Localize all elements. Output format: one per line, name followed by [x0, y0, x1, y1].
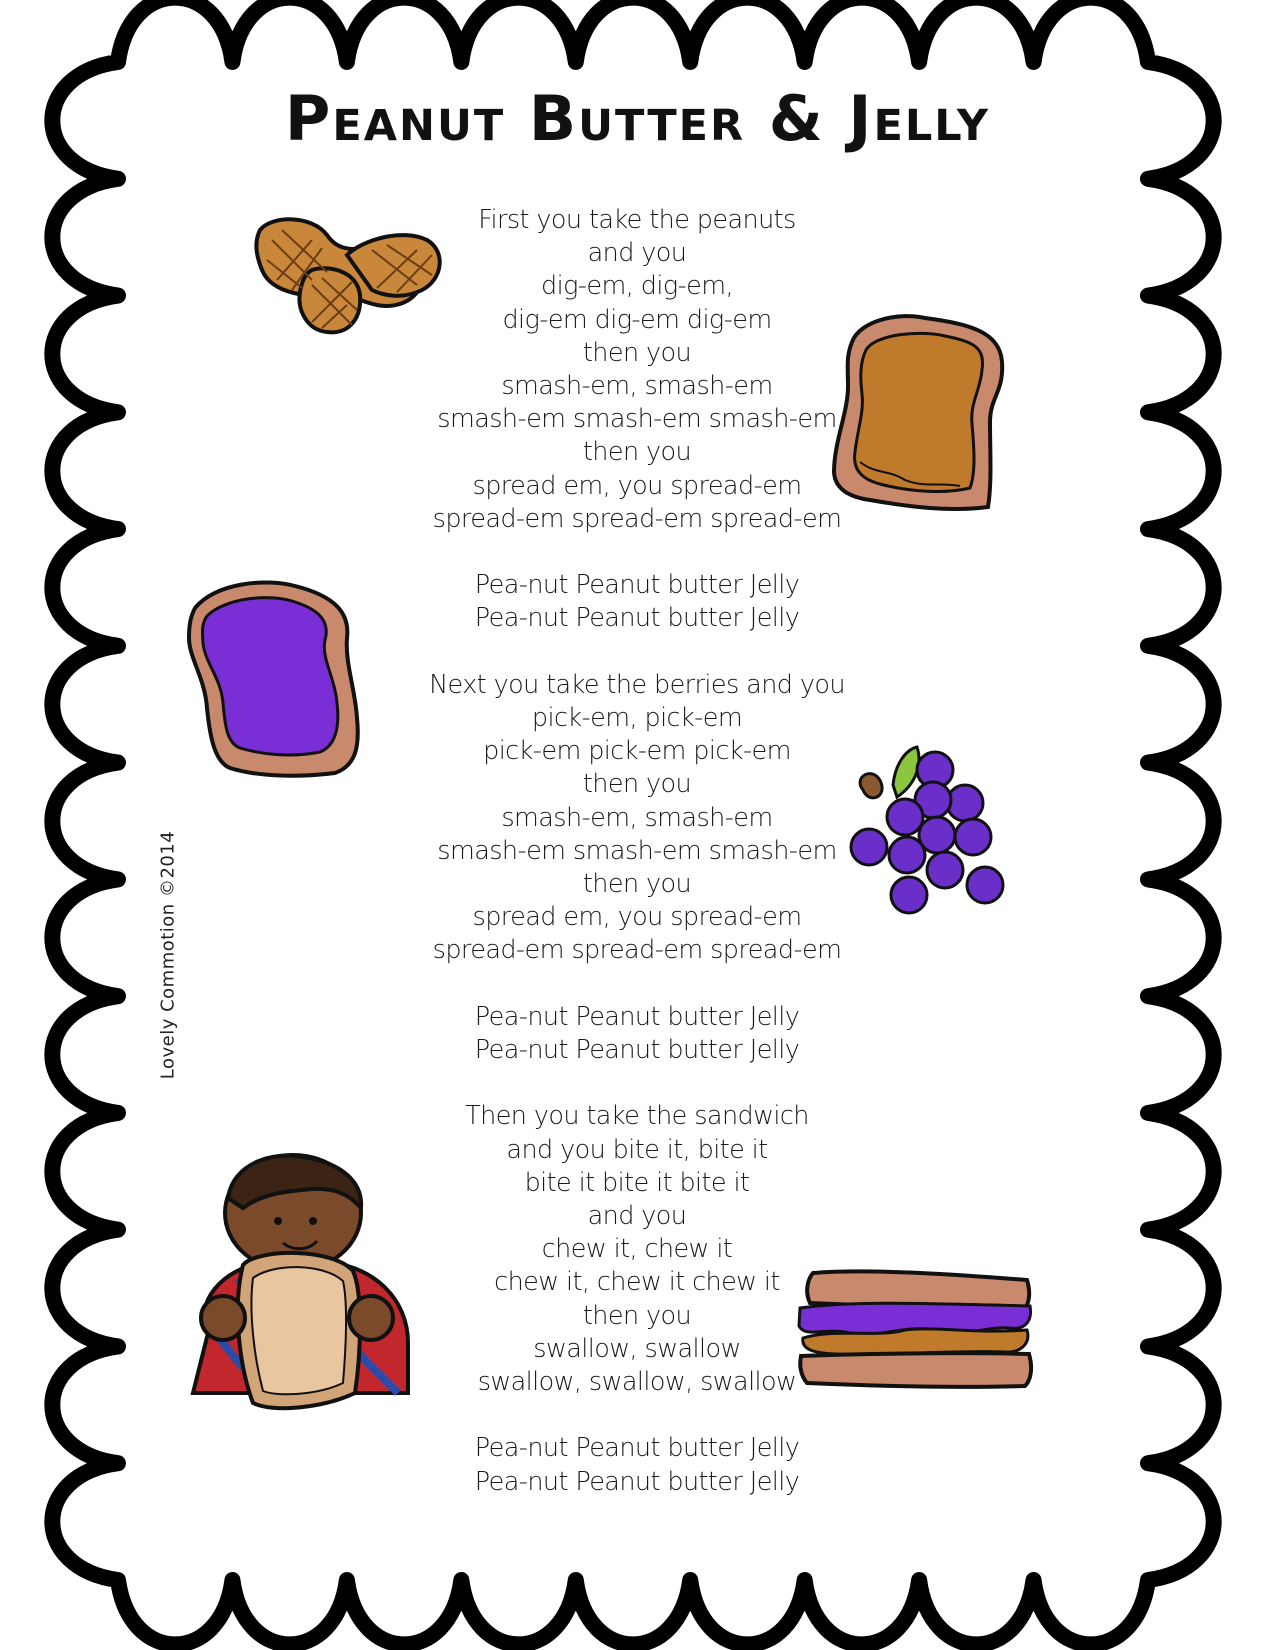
- lyric-line: swallow, swallow, swallow: [477, 1367, 797, 1398]
- lyric-line: spread-em spread-em spread-em: [432, 503, 842, 534]
- lyric-line: and you: [587, 1201, 687, 1232]
- lyric-line: and you bite it, bite it: [506, 1134, 768, 1165]
- lyric-line: chew it, chew it chew it: [494, 1267, 780, 1298]
- lyric-line: then you: [582, 1300, 692, 1331]
- lyric-line: Next you take the berries and you: [429, 669, 845, 700]
- grapes-icon: [845, 745, 1020, 920]
- lyric-line: Pea-nut Peanut butter Jelly: [474, 1433, 800, 1464]
- lyric-line: Pea-nut Peanut butter Jelly: [474, 1001, 800, 1032]
- stanza-break: [337, 636, 937, 669]
- lyric-line: then you: [582, 337, 692, 368]
- stanza-break: [337, 1067, 937, 1100]
- lyric-line: spread-em spread-em spread-em: [432, 935, 842, 966]
- copyright-credit: Lovely Commotion ©2014: [157, 830, 179, 1080]
- lyric-line: pick-em pick-em pick-em: [483, 736, 791, 767]
- stanza-break: [337, 1399, 937, 1432]
- lyric-line: dig-em dig-em dig-em: [502, 304, 772, 335]
- lyric-line: spread em, you spread-em: [472, 470, 802, 501]
- stanza-break: [337, 536, 937, 569]
- lyric-line: spread em, you spread-em: [472, 902, 802, 933]
- peanut-butter-toast-icon: [830, 312, 1010, 517]
- lyric-line: First you take the peanuts: [478, 205, 796, 235]
- lyric-line: Pea-nut Peanut butter Jelly: [474, 603, 800, 634]
- lyric-line: swallow, swallow: [533, 1333, 741, 1364]
- lyric-line: and you: [587, 238, 687, 269]
- lyric-line: bite it bite it bite it: [524, 1167, 750, 1198]
- lyric-line: chew it, chew it: [541, 1234, 733, 1265]
- peanuts-icon: [252, 210, 452, 340]
- boy-eating-sandwich-icon: [183, 1153, 415, 1415]
- lyric-line: Pea-nut Peanut butter Jelly: [474, 1035, 800, 1066]
- lyric-line: smash-em smash-em smash-em: [437, 404, 837, 435]
- lyric-line: then you: [582, 437, 692, 468]
- lyric-line: Pea-nut Peanut butter Jelly: [474, 570, 800, 601]
- jelly-toast-icon: [185, 578, 367, 783]
- lyric-line: Pea-nut Peanut butter Jelly: [474, 1466, 800, 1497]
- lyric-line: smash-em, smash-em: [501, 371, 773, 402]
- stanza-break: [337, 968, 937, 1001]
- lyric-line: then you: [582, 869, 692, 900]
- pbj-sandwich-icon: [795, 1268, 1035, 1393]
- lyric-line: pick-em, pick-em: [531, 703, 743, 734]
- lyric-line: smash-em, smash-em: [501, 802, 773, 833]
- page-title: Peanut Butter & Jelly: [284, 82, 991, 155]
- lyric-line: smash-em smash-em smash-em: [437, 835, 837, 866]
- lyric-line: Then you take the sandwich: [465, 1101, 809, 1132]
- lyric-line: dig-em, dig-em,: [541, 271, 733, 302]
- lyric-line: then you: [582, 769, 692, 800]
